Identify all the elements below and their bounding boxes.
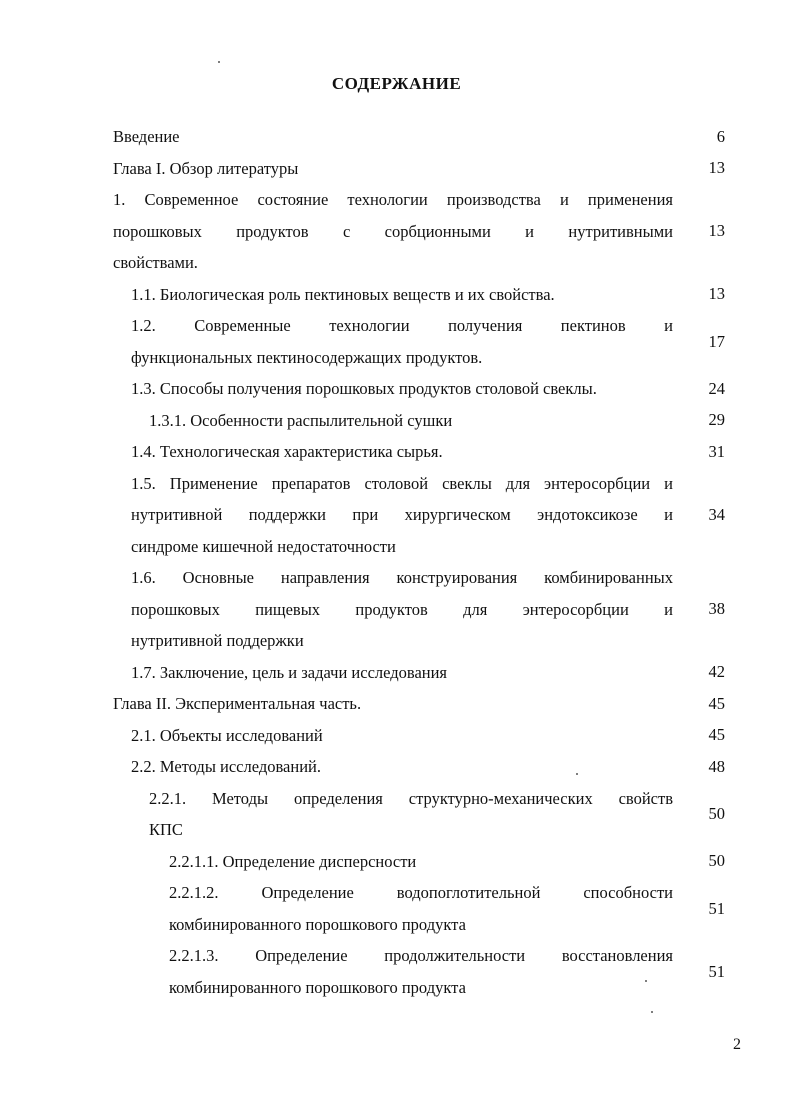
toc-entry-line: комбинированного порошкового продукта [169, 914, 466, 934]
toc-entry-line: 1.7. Заключение, цель и задачи исследования [131, 662, 448, 682]
table-of-contents [0, 121, 793, 1003]
toc-page-number: 17 [708, 331, 725, 351]
toc-entry [0, 688, 793, 720]
toc-entry [0, 436, 793, 468]
toc-entry [0, 373, 793, 405]
toc-entry [0, 877, 793, 940]
toc-page-number: 48 [708, 756, 725, 776]
page-title: СОДЕРЖАНИЕ [331, 74, 462, 93]
toc-entry [0, 184, 793, 279]
scan-speck [576, 773, 578, 775]
toc-page-number: 51 [708, 961, 725, 981]
toc-entry [0, 405, 793, 437]
toc-entry [0, 121, 793, 153]
toc-entry-line: 1.3.1. Особенности распылительной сушки [149, 410, 453, 430]
toc-entry [0, 468, 793, 563]
toc-page-number: 45 [708, 693, 725, 713]
scan-speck [218, 61, 220, 63]
toc-page-number: 38 [708, 599, 725, 619]
toc-page-number: 24 [708, 378, 725, 398]
toc-entry [0, 940, 793, 1003]
toc-entry-text [149, 783, 673, 846]
toc-entry-text [113, 121, 673, 153]
toc-entry-line: функциональных пектиносодержащих продуктов. [131, 347, 483, 367]
toc-page-number: 50 [708, 851, 725, 871]
toc-entry-line: Глава I. Обзор литературы [113, 158, 299, 178]
toc-entry-line: нутритивной поддержки при хирургическом эндотоксикозе и [131, 505, 673, 524]
toc-page-number: 13 [708, 221, 725, 241]
toc-entry-line: 2.2.1.1. Определение дисперсности [169, 851, 417, 871]
toc-entry-line: КПС [149, 820, 183, 839]
toc-entry-line: 1.1. Биологическая роль пектиновых веществ и их свойства. [131, 284, 555, 304]
page-number: 2 [733, 1036, 741, 1053]
toc-entry [0, 846, 793, 878]
toc-entry-line: порошковых пищевых продуктов для энтеросорбции и [131, 599, 673, 619]
toc-entry-line: 1.2. Современные технологии получения пектинов и [131, 316, 673, 335]
toc-entry-line: 1.5. Применение препаратов столовой свеклы для энтеросорбции и [131, 473, 673, 493]
toc-entry-text [169, 846, 673, 878]
toc-entry-line: 2.1. Объекты исследований [131, 725, 323, 745]
toc-entry-text [113, 688, 673, 720]
toc-entry-line: Введение [113, 127, 180, 146]
toc-entry-text [131, 436, 673, 468]
toc-entry-line: 2.2. Методы исследований. [131, 757, 321, 776]
scan-speck [645, 980, 647, 982]
toc-entry [0, 751, 793, 783]
toc-entry-line: 2.2.1.3. Определение продолжительности восстановления [169, 946, 673, 965]
toc-entry-text [169, 940, 673, 1003]
toc-entry-line: 2.2.1. Методы определения структурно-механических свойств [149, 788, 673, 808]
toc-page-number: 13 [708, 284, 725, 304]
toc-entry-line: свойствами. [113, 253, 198, 272]
toc-page-number: 31 [708, 441, 725, 461]
toc-entry [0, 783, 793, 846]
toc-entry-text [131, 562, 673, 657]
toc-page-number: 29 [708, 410, 725, 430]
toc-entry [0, 562, 793, 657]
toc-page-number: 13 [708, 158, 725, 178]
scan-speck [651, 1011, 653, 1013]
toc-page-number: 45 [708, 725, 725, 745]
toc-entry-line: Глава II. Экспериментальная часть. [113, 694, 362, 713]
toc-entry-text [169, 877, 673, 940]
toc-entry-text [113, 153, 673, 185]
toc-page-number: 42 [708, 662, 725, 682]
toc-entry [0, 657, 793, 689]
toc-page-number: 51 [708, 898, 725, 918]
toc-entry-text [131, 373, 673, 405]
toc-entry-line: 1.4. Технологическая характеристика сырья. [131, 442, 443, 461]
toc-entry-text [113, 184, 673, 279]
toc-entry-line: 1.6. Основные направления конструирования комбинированных [131, 568, 673, 587]
toc-entry [0, 310, 793, 373]
toc-entry-line: 2.2.1.2. Определение водопоглотительной способности [169, 883, 673, 902]
toc-entry [0, 279, 793, 311]
toc-entry-line: 1. Современное состояние технологии производства и применения [113, 190, 673, 209]
toc-entry [0, 720, 793, 752]
toc-entry-text [131, 468, 673, 563]
toc-entry-line: порошковых продуктов с сорбционными и нутритивными [113, 221, 673, 241]
toc-entry-text [131, 751, 673, 783]
toc-page-number: 50 [708, 804, 725, 823]
toc-entry-text [149, 405, 673, 437]
toc-entry-line: нутритивной поддержки [131, 631, 304, 650]
toc-page-number: 6 [716, 126, 725, 146]
toc-entry-line: синдроме кишечной недостаточности [131, 536, 396, 556]
toc-page-number: 34 [708, 504, 725, 524]
toc-entry-line: 1.3. Способы получения порошковых продуктов столовой свеклы. [131, 379, 597, 398]
toc-entry-text [131, 279, 673, 311]
toc-entry-line: комбинированного порошкового продукта [169, 977, 466, 997]
toc-entry-text [131, 657, 673, 689]
toc-entry-text [131, 720, 673, 752]
toc-entry-text [131, 310, 673, 373]
toc-entry [0, 153, 793, 185]
